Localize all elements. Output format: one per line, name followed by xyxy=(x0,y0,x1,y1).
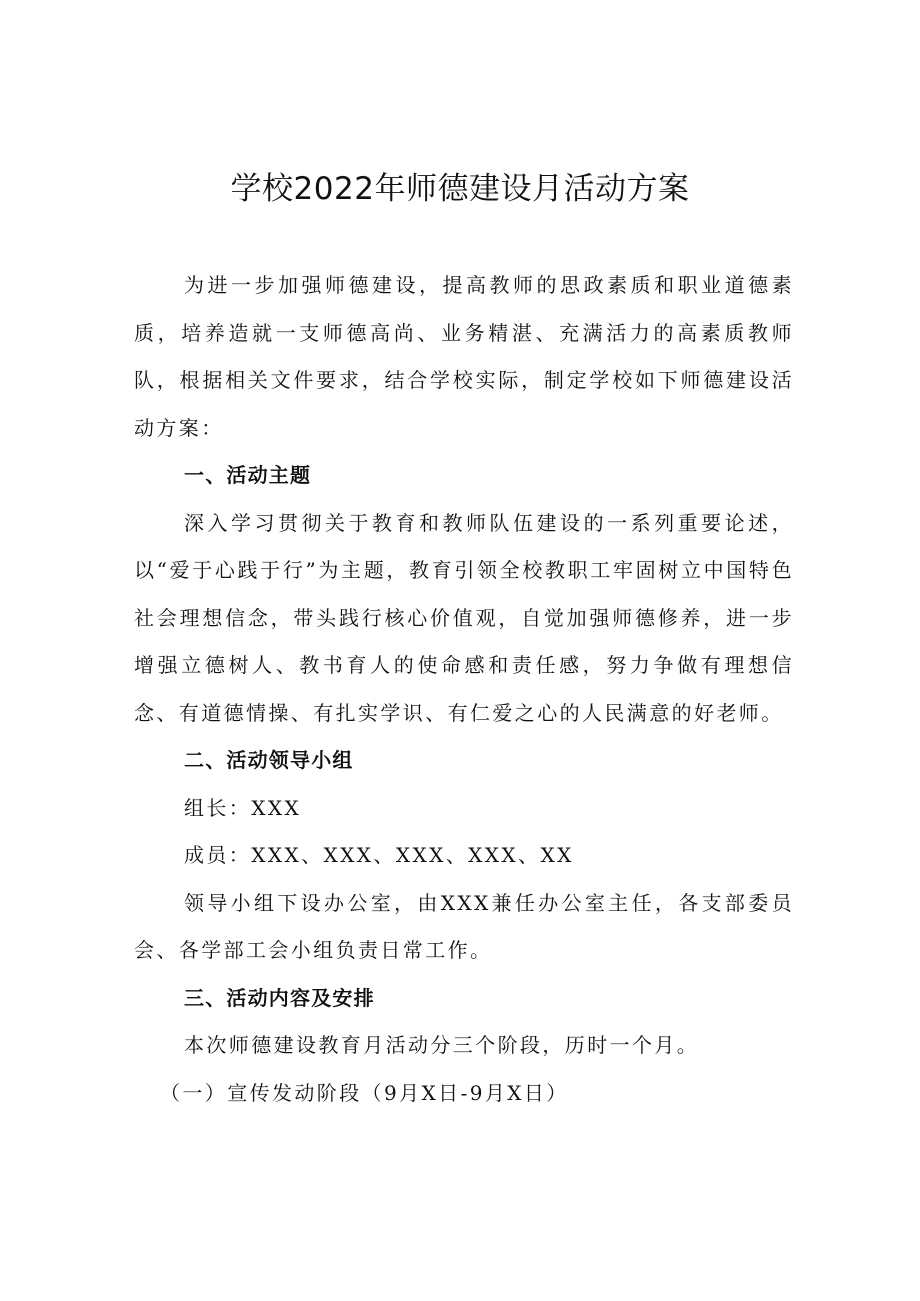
section-3-paragraph: 本次师德建设教育月活动分三个阶段，历时一个月。 xyxy=(184,1033,700,1057)
section-1-paragraph: 深入学习贯彻关于教育和教师队伍建设的一系列重要论述，以“爱于心践于行”为主题，教育引领全校教职工牢固树立中国特色社会理想信念，带头践行核心价值观，自觉加强师德修养，进一步增强立德树人、教书育人的使命感和责任感，努力争做有理想信念、有道德情操、有扎实学识、有仁爱之心的人民满意的好老师。 xyxy=(134,510,794,725)
section-2-heading: 二、活动领导小组 xyxy=(184,748,354,772)
section-2-paragraph: 领导小组下设办公室，由XXX兼任办公室主任，各支部委员会、各学部工会小组负责日常工作。 xyxy=(134,890,794,962)
section-1-heading: 一、活动主题 xyxy=(184,463,312,487)
document-title: 学校2022年师德建设月活动方案 xyxy=(230,171,690,207)
document-body xyxy=(134,262,794,1117)
section-3-heading: 三、活动内容及安排 xyxy=(184,985,375,1010)
intro-paragraph: 为进一步加强师德建设，提高教师的思政素质和职业道德素质，培养造就一支师德高尚、业务精湛、充满活力的高素质教师队，根据相关文件要求，结合学校实际，制定学校如下师德建设活动方案： xyxy=(134,273,794,440)
leader-line: 组长：XXX xyxy=(184,795,302,820)
section-3-subheading: （一）宣传发动阶段（9月X日-9月X日） xyxy=(160,1080,569,1105)
members-line: 成员：XXX、XXX、XXX、XXX、XX xyxy=(184,843,574,867)
